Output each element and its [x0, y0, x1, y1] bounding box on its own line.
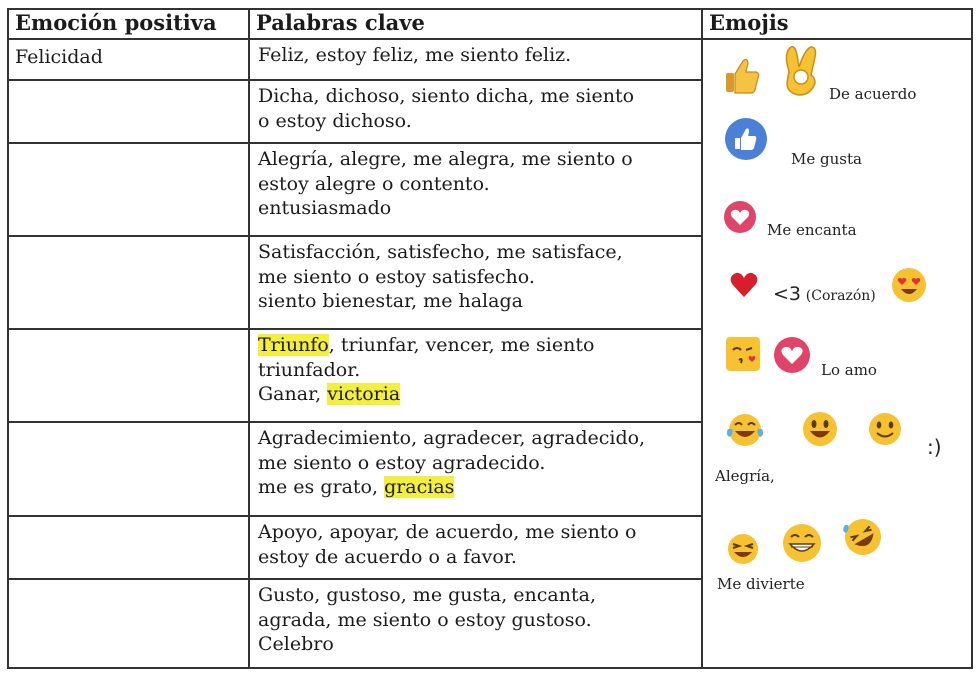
- red-heart-icon: [729, 270, 759, 298]
- keyword-text: triunfador.: [258, 358, 361, 381]
- header-emotion: Emoción positiva: [15, 10, 217, 35]
- laughing-face-icon: [725, 531, 761, 565]
- love-reaction-icon: [773, 336, 811, 374]
- keyword-line: [258, 426, 693, 451]
- grinning-face-icon: [801, 410, 839, 448]
- ok-hand-icon: [779, 41, 825, 97]
- column-divider: [701, 8, 703, 669]
- keywords-cell: [248, 80, 701, 143]
- keyword-line: [258, 289, 693, 314]
- keyword-text: Celebro: [258, 633, 334, 655]
- emotion-cell: [7, 422, 248, 516]
- highlighted-keyword: Triunfo: [258, 334, 329, 356]
- highlighted-keyword: victoria: [327, 383, 401, 405]
- slight-smile-face-icon: [867, 411, 903, 447]
- emotion-cell: [7, 143, 248, 236]
- keywords-cell: [248, 39, 701, 80]
- row-divider: [7, 515, 701, 517]
- keyword-text: me siento o estoy agradecido.: [258, 451, 546, 474]
- keyword-line: [258, 475, 693, 500]
- label-corazon: [773, 283, 876, 305]
- label-de-acuerdo: De acuerdo: [829, 85, 917, 103]
- keyword-text: Gusto, gustoso, me gusta, encanta,: [258, 584, 596, 606]
- keyword-text: me es grato,: [258, 476, 385, 498]
- emotion-cell: [7, 329, 248, 422]
- keyword-text: Alegría, alegre, me alegra, me siento o: [258, 148, 633, 170]
- label-me-encanta: Me encanta: [767, 221, 857, 239]
- corazon-label: (Corazón): [805, 288, 876, 304]
- table-border-left: [7, 8, 9, 669]
- keyword-line: [258, 358, 693, 383]
- smile-text: :): [927, 435, 942, 459]
- emoji-column: [701, 39, 973, 669]
- highlighted-keyword: gracias: [384, 476, 455, 498]
- keyword-line: [258, 84, 693, 109]
- keywords-cell: [248, 143, 701, 236]
- keyword-line: [258, 382, 693, 407]
- emotion-cell: [7, 80, 248, 143]
- keyword-line: [258, 583, 693, 608]
- table-border-top: [7, 8, 973, 10]
- keyword-text: Dicha, dichoso, siento dicha, me siento: [258, 85, 635, 107]
- emotions-table: [7, 8, 973, 669]
- keyword-text: Satisfacción, satisfecho, me satisface,: [258, 241, 623, 263]
- keyword-text: Ganar,: [258, 383, 328, 405]
- keyword-line: [258, 240, 693, 265]
- keyword-line: [258, 333, 693, 358]
- keyword-text: estoy alegre o contento.: [258, 172, 490, 195]
- keywords-cell: [248, 516, 701, 579]
- beaming-face-icon: [781, 522, 823, 564]
- emotion-cell: [7, 579, 248, 669]
- keyword-text: estoy de acuerdo o a favor.: [258, 545, 517, 568]
- row-divider: [7, 421, 701, 423]
- corazon-symbol: <3: [773, 283, 802, 305]
- keywords-cell: [248, 329, 701, 422]
- keyword-line: [258, 43, 693, 68]
- keyword-line: [258, 172, 693, 197]
- keywords-cell: [248, 236, 701, 329]
- like-button-icon: [724, 117, 768, 161]
- emotion-cell: [7, 236, 248, 329]
- tears-of-joy-face-icon: [725, 411, 765, 449]
- love-reaction-icon: [723, 200, 757, 234]
- keyword-text: o estoy dichoso.: [258, 109, 412, 132]
- header-keywords: Palabras clave: [256, 10, 425, 35]
- row-divider: [7, 79, 701, 81]
- emotion-cell: Felicidad: [15, 46, 103, 68]
- keyword-line: [258, 608, 693, 633]
- rolling-laughing-face-icon: [841, 515, 885, 559]
- emotion-cell: [7, 516, 248, 579]
- keyword-line: [258, 196, 693, 221]
- keyword-line: [258, 265, 693, 290]
- keyword-text: Feliz, estoy feliz, me siento feliz.: [258, 44, 572, 66]
- keyword-text: agrada, me siento o estoy gustoso.: [258, 608, 592, 631]
- kissing-face-icon: [725, 336, 761, 372]
- keyword-text: siento bienestar, me halaga: [258, 290, 523, 312]
- label-me-gusta: Me gusta: [791, 150, 862, 168]
- row-divider: [7, 235, 701, 237]
- column-divider: [248, 8, 250, 669]
- thumbs-up-icon: [723, 55, 761, 95]
- header-emojis: Emojis: [709, 10, 789, 35]
- row-divider: [7, 578, 701, 580]
- heart-eyes-face-icon: [891, 267, 927, 303]
- keyword-text: entusiasmado: [258, 197, 392, 219]
- row-divider: [7, 328, 701, 330]
- table-border-bottom: [7, 667, 973, 669]
- keyword-text: Agradecimiento, agradecer, agradecido,: [258, 427, 646, 449]
- keyword-text: Apoyo, apoyar, de acuerdo, me siento o: [258, 521, 637, 543]
- keyword-text: me siento o estoy satisfecho.: [258, 265, 535, 288]
- keyword-line: [258, 451, 693, 476]
- keyword-line: [258, 147, 693, 172]
- label-me-divierte: Me divierte: [717, 575, 805, 593]
- keyword-line: [258, 520, 693, 545]
- keyword-line: [258, 545, 693, 570]
- label-lo-amo: Lo amo: [821, 361, 877, 379]
- keyword-text: , triunfar, vencer, me siento: [328, 334, 595, 356]
- keyword-line: [258, 109, 693, 134]
- header-divider: [7, 38, 973, 40]
- label-alegria: Alegría,: [715, 467, 775, 485]
- keywords-cell: [248, 422, 701, 516]
- table-border-right: [971, 8, 973, 669]
- keyword-line: [258, 632, 693, 657]
- keywords-cell: [248, 579, 701, 669]
- row-divider: [7, 142, 701, 144]
